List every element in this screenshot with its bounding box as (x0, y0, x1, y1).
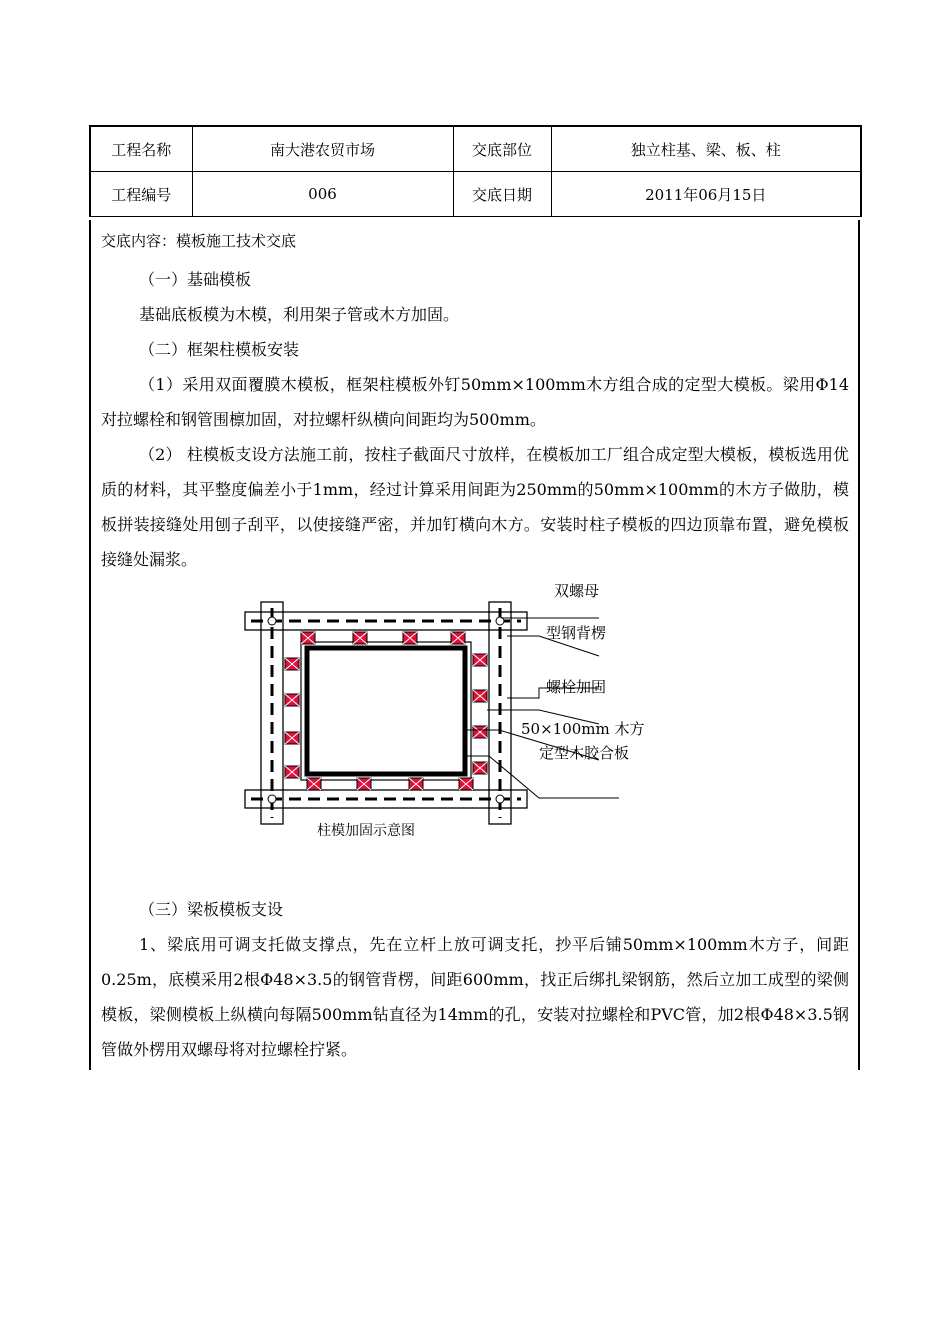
timber-blocks (285, 632, 487, 790)
label-steel-rib: 型钢背楞 (546, 624, 607, 642)
part-value: 独立柱基、梁、板、柱 (551, 126, 861, 172)
header-table (89, 125, 862, 217)
diagram-caption: 柱模加固示意图 (317, 823, 415, 839)
header-row-2 (90, 172, 861, 217)
project-name-label: 工程名称 (90, 126, 192, 172)
header-row-1 (90, 126, 861, 172)
timber-frame (301, 642, 471, 780)
section-3-para-1: 1、梁底用可调支托做支撑点，先在立杆上放可调支托，抄平后铺50mm×100mm木方子，间距0.25m，底模采用2根Φ48×3.5的钢管背楞，间距600mm，找正后绑扎梁钢筋，然后立加工成型的梁侧模板，梁侧模板上纵横向每隔500mm钻直径为14mm的孔，安装对拉螺栓和PVC管，加2根Φ48×3.5钢管做外楞用双螺母将对拉螺栓拧紧。 (101, 935, 849, 1059)
label-plywood: 定型木胶合板 (539, 744, 630, 762)
date-label: 交底日期 (453, 172, 551, 217)
column-formwork-diagram (239, 598, 719, 828)
leader-lines (465, 618, 619, 798)
plywood-panel (307, 648, 465, 774)
section-2-para-2: （2） 柱模板支设方法施工前，按柱子截面尺寸放样，在模板加工厂组合成定型大模板，模板选用优质的材料，其平整度偏差小于1mm，经过计算采用间距为250mm的50mm×100mm的木方子做肋，模板拼装接缝处用刨子刮平，以使接缝严密，并加钉横向木方。安装时柱子模板的四边顶靠布置，避免模板接缝处漏浆。 (101, 445, 849, 569)
content-area (89, 220, 860, 1070)
project-name-value: 南大港农贸市场 (192, 126, 453, 172)
nut-bottom-left (268, 795, 276, 803)
label-timber: 50×100mm 木方 (521, 720, 645, 738)
nut-bottom-right (496, 795, 504, 803)
header-table-wrap (89, 125, 860, 217)
section-2-title: （二）框架柱模板安装 (139, 340, 300, 359)
timber-block-crosses (285, 632, 487, 790)
project-no-value: 006 (192, 172, 453, 217)
section-1-text: 基础底板模为木模，利用架子管或木方加固。 (139, 305, 460, 324)
part-label: 交底部位 (453, 126, 551, 172)
section-1-title: （一）基础模板 (139, 270, 252, 289)
label-bolt: 螺栓加固 (546, 678, 607, 696)
section-2-para-1: （1）采用双面覆膜木模板，框架柱模板外钉50mm×100mm木方组合成的定型大模板。梁用Φ14对拉螺栓和钢管围檩加固，对拉螺杆纵横向间距均为500mm。 (101, 375, 849, 429)
project-no-label: 工程编号 (90, 172, 192, 217)
label-double-nut: 双螺母 (554, 582, 600, 600)
content-label: 交底内容：模板施工技术交底 (101, 232, 297, 250)
date-value: 2011年06月15日 (551, 172, 861, 217)
nut-top-left (268, 617, 276, 625)
section-3-title: （三）梁板模板支设 (139, 900, 284, 919)
